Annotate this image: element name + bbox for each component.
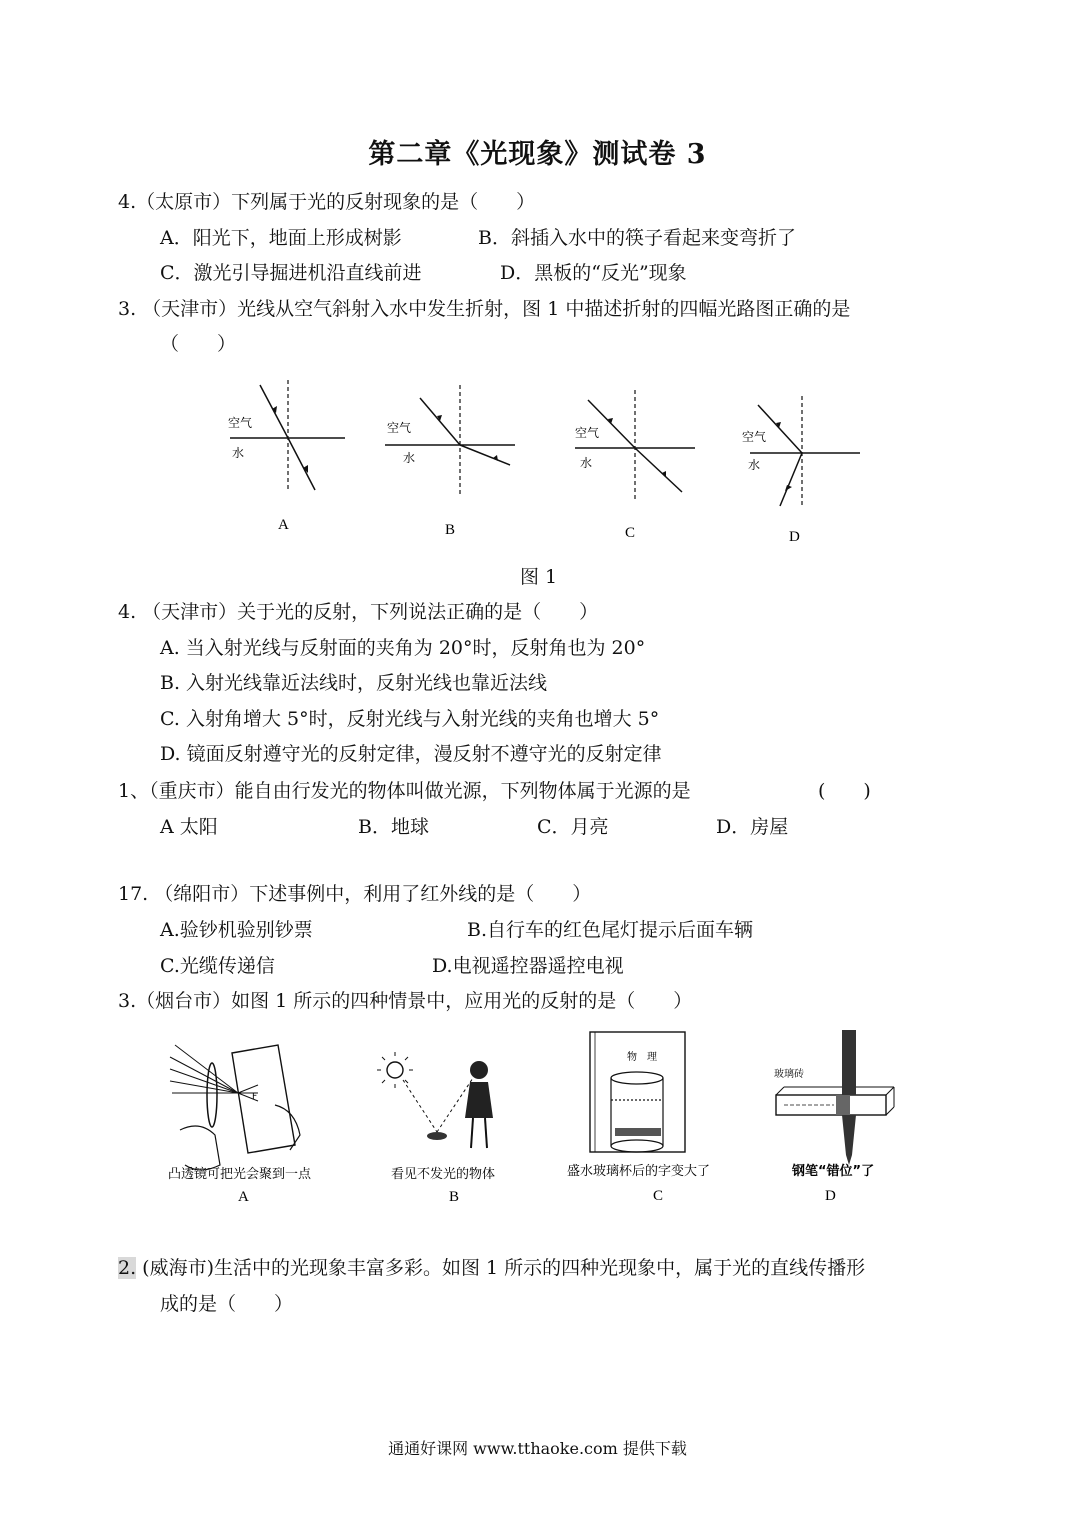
scene-a-caption: 凸透镜可把光会聚到一点 [168,1167,312,1182]
scene-b-label: B [449,1189,460,1205]
incident-ray [588,400,635,448]
scene-b-caption: 看见不发光的物体 [391,1167,496,1182]
refracted-ray [460,445,510,465]
question-4-bracket: ( ) [818,780,871,802]
water-label: 水 [403,451,416,465]
hand-icon [180,1126,220,1170]
question-1-option-d: D．黑板的“反光”现象 [500,262,687,284]
question-6-stem: 3.（烟台市）如图 1 所示的四种情景中，应用光的反射的是（ ） [118,990,693,1012]
air-label: 空气 [742,430,767,444]
incident-ray [420,398,460,445]
air-label: 空气 [228,416,253,430]
incident-ray [758,405,802,453]
glass-brick-label: 玻璃砖 [774,1069,804,1080]
question-4-option-d: D．房屋 [716,816,789,838]
question-5-option-d: D.电视遥控器遥控电视 [432,955,624,977]
diagram-label-a: A [278,517,289,533]
diagram-label-b: B [445,522,456,538]
question-2-stem: 3. （天津市）光线从空气斜射入水中发生折射，图 1 中描述折射的四幅光路图正确的是 [118,298,851,320]
question-7-stem-2: 成的是（ ） [160,1293,294,1315]
scene-c-label: C [653,1188,664,1204]
sun-icon [387,1062,403,1078]
question-3-stem: 4. （天津市）关于光的反射，下列说法正确的是（ ） [118,601,599,623]
scene-c-caption: 盛水玻璃杯后的字变大了 [567,1164,711,1179]
scene-d-pen [770,1025,920,1210]
figure-1-caption: 图 1 [520,566,558,588]
page-footer: 通通好课网 www.tthaoke.com 提供下载 [388,1439,687,1458]
refracted-ray [780,453,802,506]
question-7-stem [118,1256,865,1280]
scene-a-label: A [238,1189,249,1205]
scene-d-caption: 钢笔“错位”了 [792,1164,875,1179]
question-1-option-b: B．斜插入水中的筷子看起来变弯折了 [478,227,796,249]
hand-icon [275,1105,300,1150]
water-label: 水 [580,456,593,470]
scene-d-label: D [825,1188,836,1204]
focus-label: F [252,1092,258,1102]
question-1-option-c: C．激光引导掘进机沿直线前进 [160,262,422,284]
scene-c-glass [565,1030,745,1210]
question-3-option-d: D. 镜面反射遵守光的反射定律，漫反射不遵守光的反射定律 [160,743,662,765]
glass-icon [611,1072,663,1152]
question-5-option-c: C.光缆传递信 [160,955,275,977]
page-title: 第二章《光现象》测试卷 3 [368,139,707,170]
water-label: 水 [232,446,245,460]
girl-icon [465,1061,493,1148]
question-3-option-c: C. 入射角增大 5°时，反射光线与入射光线的夹角也增大 5° [160,708,660,730]
diagram-label-d: D [789,529,800,545]
pen-shifted [836,1095,850,1115]
question-7-text: (威海市)生活中的光现象丰富多彩。如图 1 所示的四种光现象中，属于光的直线传播形 [136,1257,866,1279]
refracted-ray [288,438,315,490]
refraction-diagram-d [740,393,880,553]
magnified-text [615,1128,661,1136]
question-4-option-a: A 太阳 [160,816,218,838]
question-5-option-a: A.验钞机验别钞票 [160,919,313,941]
question-4-option-c: C．月亮 [537,816,609,838]
question-1-option-a: A．阳光下，地面上形成树影 [160,227,402,249]
refracted-ray [635,448,682,492]
pen-upper [842,1030,856,1095]
pen-lower [842,1115,856,1165]
refraction-diagram-b [385,380,525,540]
diagram-label-c: C [625,525,636,541]
paper-sheet [232,1045,295,1153]
object-icon [427,1132,447,1140]
incident-ray [260,385,288,438]
book-title: 物 理 [627,1052,657,1063]
question-5-stem: 17. （绵阳市）下述事例中，利用了红外线的是（ ） [118,883,592,905]
arrow-icon [493,455,498,461]
question-5-option-b: B.自行车的红色尾灯提示后面车辆 [467,919,754,941]
scene-b-seeing [375,1050,535,1210]
refraction-diagram-c [570,385,710,545]
question-7-number: 2. [118,1257,137,1279]
scene-a-lens [160,1035,320,1210]
water-label: 水 [748,458,761,472]
question-4-option-b: B．地球 [358,816,429,838]
question-1-stem: 4.（太原市）下列属于光的反射现象的是（ ） [118,191,536,213]
light-ray [403,1080,437,1132]
arrow-icon [785,485,792,491]
question-2-stem-bracket: （ ） [160,333,237,355]
refraction-diagram-a [220,375,360,535]
air-label: 空气 [387,421,412,435]
air-label: 空气 [575,426,600,440]
question-3-option-b: B. 入射光线靠近法线时，反射光线也靠近法线 [160,672,548,694]
question-3-option-a: A. 当入射光线与反射面的夹角为 20°时，反射角也为 20° [160,637,646,659]
question-4-stem: 1、（重庆市）能自由行发光的物体叫做光源，下列物体属于光源的是 [118,780,691,802]
